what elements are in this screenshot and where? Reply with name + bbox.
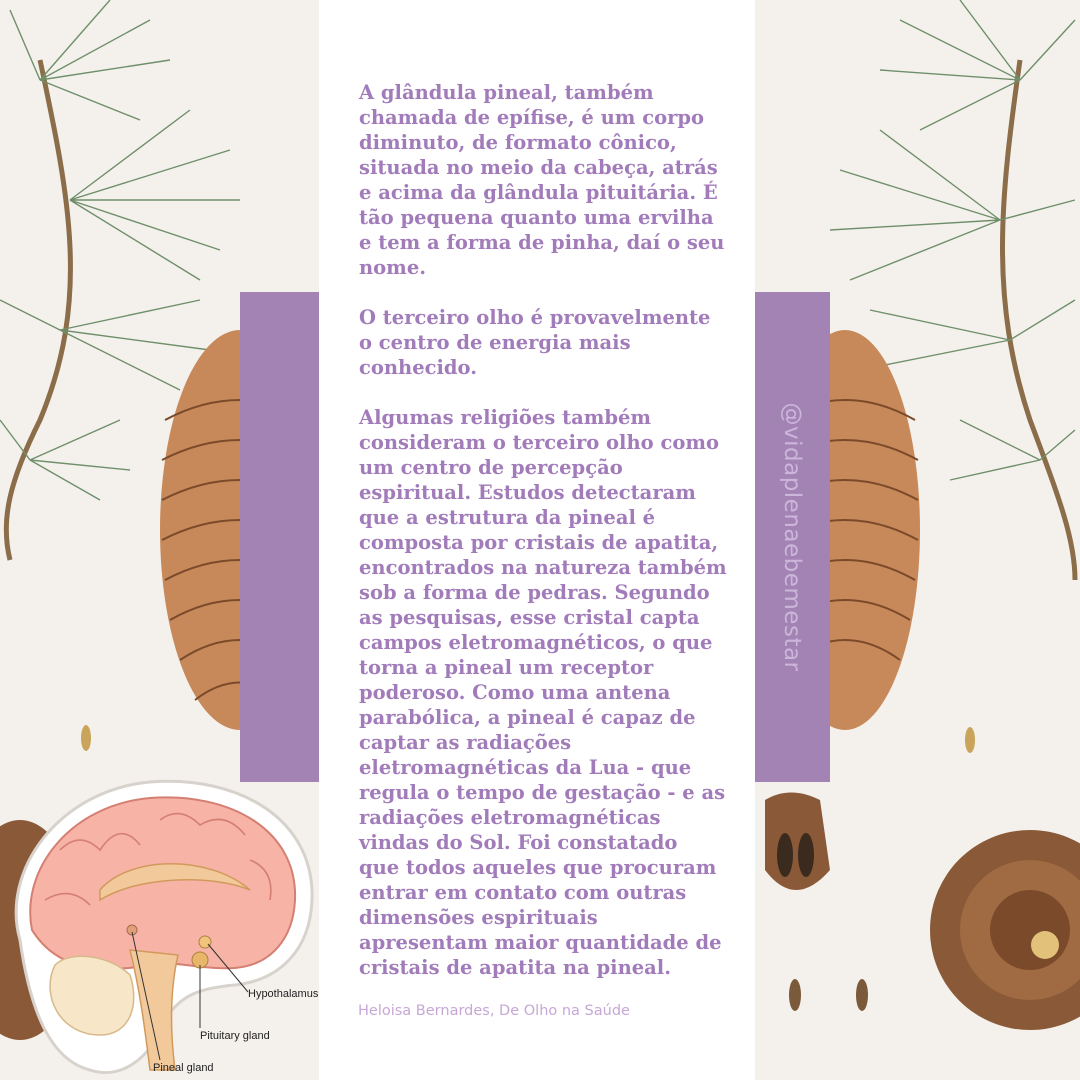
accent-bar-left xyxy=(240,292,319,782)
label-hypothalamus: Hypothalamus xyxy=(248,988,319,1000)
paragraph-research: Algumas religiões também consideram o terceiro olho como um centro de percepção espiritual. Estudos detectaram que a estrutura da pineal é composta por cristais de apatita, encontrados na natureza também sob a forma de pedras. Segundo as pesquisas, esse cristal capta campos eletromagnéticos, o que torna a pineal um receptor poderoso. Como uma antena parabólica, a pineal é capaz de captar as radiações eletromagnéticas da Lua - que regula o tempo de gestação - e as radiações eletromagnéticas vindas do Sol. Foi constatado que todos aqueles que procuram entrar em contato com outras dimensões espirituais apresentam maior quantidade de cristais de apatita na pineal. xyxy=(359,406,727,979)
social-handle: @vidaplenaebemestar xyxy=(779,402,805,672)
cone-scale-icon xyxy=(765,793,830,891)
open-pine-cone-icon xyxy=(930,830,1080,1030)
label-pituitary: Pituitary gland xyxy=(200,1030,270,1042)
paragraph-intro: A glândula pineal, também chamada de epífise, é um corpo diminuto, de formato cônico, situada no meio da cabeça, atrás e acima da glândula pituitária. É tão pequena quanto uma ervilha e tem a forma de pinha, daí o seu nome. xyxy=(359,81,725,279)
brain-diagram xyxy=(0,760,320,1080)
paragraph-third-eye: O terceiro olho é provavelmente o centro de energia mais conhecido. xyxy=(359,306,711,379)
article-text xyxy=(359,80,729,1005)
label-pineal: Pineal gland xyxy=(153,1062,214,1074)
article-credit: Heloisa Bernardes, De Olho na Saúde xyxy=(358,1003,630,1019)
